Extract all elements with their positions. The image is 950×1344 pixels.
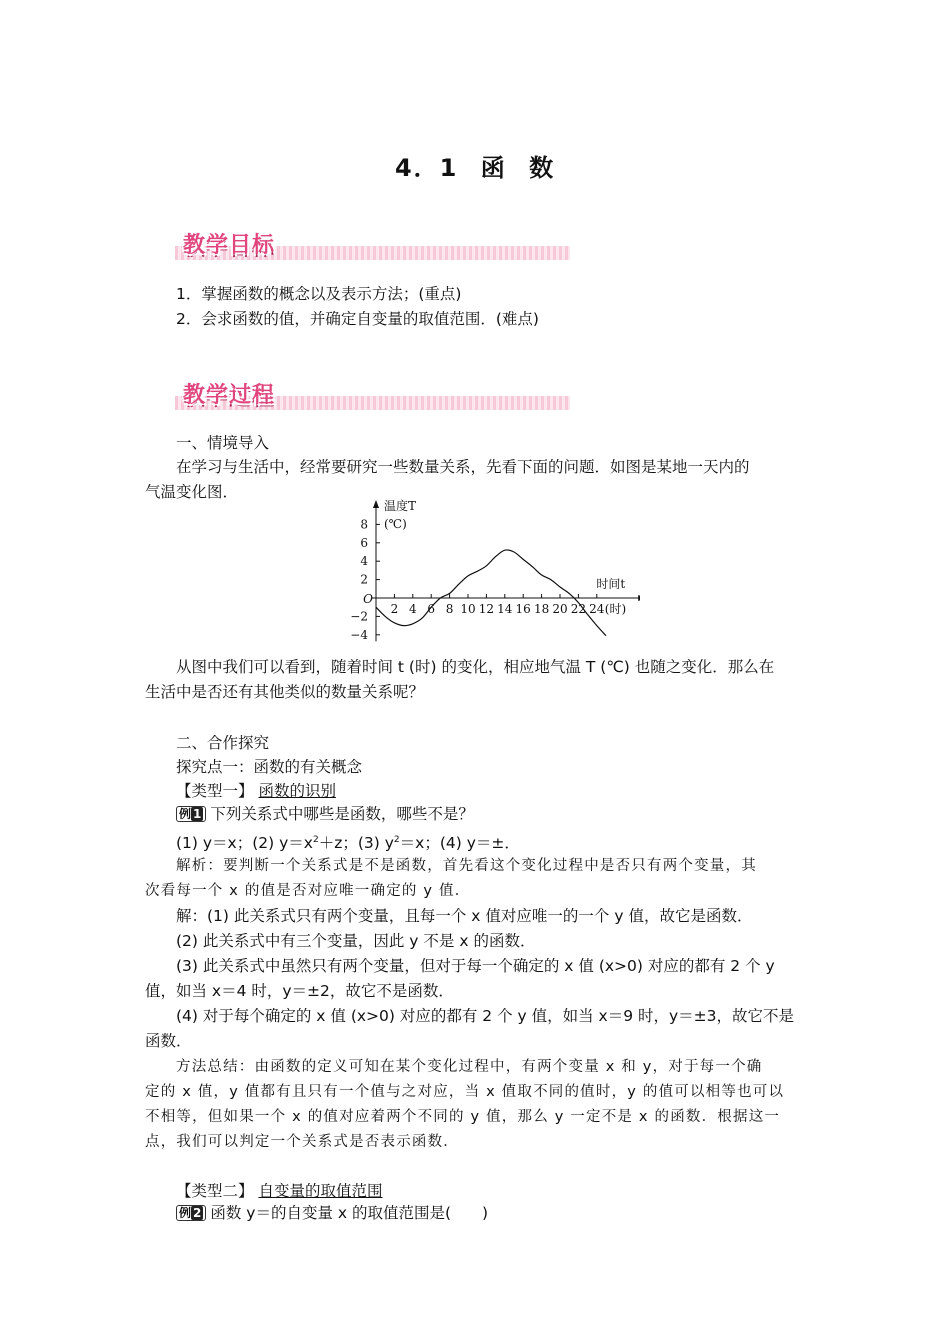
example-2-text: 函数 y＝的自变量 x 的取值范围是( ): [210, 1204, 489, 1222]
analysis-line-1: 解析：要判断一个关系式是不是函数，首先看这个变化过程中是否只有两个变量，其: [176, 858, 757, 874]
section-heading-intro: 一、情境导入: [176, 434, 270, 452]
example-badge-number: 2: [193, 1206, 202, 1220]
example-badge: [176, 1205, 206, 1221]
example-1-items: [176, 830, 841, 853]
solution-3-line-2: 值，如当 x＝4 时，y＝±2，故它不是函数．: [145, 982, 454, 1000]
item-part-b: ＋z；(3) y: [318, 834, 394, 853]
y-axis-label: 温度T: [384, 499, 417, 513]
example-2-question: [176, 1203, 841, 1223]
teaching-process-banner: [175, 378, 570, 414]
temperature-series-line: [376, 550, 606, 636]
title-number: 4．1: [394, 154, 459, 182]
teaching-goals-banner: [175, 228, 570, 264]
goal-item-2: 2．会求函数的值，并确定自变量的取值范围．(难点): [176, 310, 539, 328]
y-tick-label: −2: [350, 609, 368, 624]
x-tick-label: 16: [515, 602, 531, 616]
solution-4-line-1: (4) 对于每个确定的 x 值 (x>0) 对应的都有 2 个 y 值，如当 x＝9 时，y＝±3，故它不是: [176, 1007, 795, 1025]
superscript-2: 2: [312, 835, 319, 845]
x-tick-label: 8: [445, 602, 454, 616]
example-badge-label: 例: [179, 1206, 192, 1220]
solution-4-line-2: 函数．: [145, 1032, 192, 1050]
superscript-2: 2: [393, 835, 400, 845]
y-tick-label: 4: [360, 554, 368, 569]
example-1-question: [176, 804, 841, 824]
section-heading-explore: 二、合作探究: [176, 734, 270, 752]
y-axis-unit: (℃): [384, 517, 407, 531]
page-title: [0, 148, 950, 183]
banner-label: 教学过程: [183, 383, 276, 408]
x-tick-label: 2: [390, 602, 399, 616]
intro-paragraph-line-2: 气温变化图．: [145, 483, 239, 501]
title-char-1: 函: [480, 154, 507, 182]
x-tick-label: 22: [570, 602, 587, 616]
banner-label: 教学目标: [183, 233, 276, 258]
type-1-heading: [176, 781, 841, 801]
example-badge-number: 1: [193, 807, 202, 821]
y-tick-label: 8: [360, 517, 368, 532]
chart-root: [350, 498, 640, 642]
type-2-name: 自变量的取值范围: [258, 1182, 383, 1200]
x-tick-label: 6: [427, 602, 436, 616]
item-part-c: ＝x；(4) y＝±．: [399, 834, 520, 853]
origin-label: O: [363, 592, 373, 606]
temperature-chart: [340, 496, 640, 646]
method-summary-line-4: 点，我们可以判定一个关系式是否表示函数．: [145, 1134, 459, 1150]
x-axis-arrow: [638, 595, 640, 601]
example-badge-label: 例: [179, 807, 192, 821]
item-part-a: (1) y＝x；(2) y＝x: [176, 834, 313, 853]
example-badge: [176, 806, 206, 822]
x-tick-label: 20: [552, 602, 568, 616]
x-axis-label: 时间t: [596, 577, 626, 591]
x-tick-label: 18: [533, 602, 550, 616]
x-tick-label: 4: [408, 602, 417, 616]
type-1-name: 函数的识别: [258, 782, 336, 800]
solution-1: 解：(1) 此关系式只有两个变量，且每一个 x 值对应唯一的一个 y 值，故它是函数．: [176, 907, 753, 925]
type-2-heading: [176, 1181, 841, 1201]
analysis-line-2: 次看每一个 x 的值是否对应唯一确定的 y 值．: [145, 883, 471, 899]
type-2-tag: 【类型二】: [176, 1182, 254, 1200]
y-tick-label: −4: [350, 627, 368, 642]
observation-line-1: 从图中我们可以看到，随着时间 t (时) 的变化，相应地气温 T (℃) 也随之变化．那么在: [176, 658, 775, 676]
x-tick-label: 10: [460, 602, 476, 616]
x-tick-label: 24: [589, 602, 605, 616]
method-summary-line-3: 不相等，但如果一个 x 的值对应着两个不同的 y 值，那么 y 一定不是 x 的函数．根据这一: [145, 1109, 781, 1125]
type-1-tag: 【类型一】: [176, 782, 254, 800]
solution-3-line-1: (3) 此关系式中虽然只有两个变量，但对于每一个确定的 x 值 (x>0) 对应的都有 2 个 y: [176, 957, 775, 975]
y-axis-arrow: [373, 500, 379, 508]
goal-item-1: 1．掌握函数的概念以及表示方法；(重点): [176, 285, 462, 303]
y-tick-label: 6: [360, 535, 368, 550]
x-tick-label: 12: [478, 602, 495, 616]
intro-paragraph-line-1: 在学习与生活中，经常要研究一些数量关系，先看下面的问题．如图是某地一天内的: [176, 458, 750, 476]
method-summary-line-1: 方法总结：由函数的定义可知在某个变化过程中，有两个变量 x 和 y，对于每一个确: [176, 1059, 763, 1075]
method-summary-line-2: 定的 x 值，y 值都有且只有一个值与之对应，当 x 值取不同的值时，y 的值可以相等也可以: [145, 1084, 785, 1100]
observation-line-2: 生活中是否还有其他类似的数量关系呢？: [145, 683, 425, 701]
title-char-2: 数: [529, 154, 556, 182]
solution-2: (2) 此关系式中有三个变量，因此 y 不是 x 的函数．: [176, 932, 536, 950]
x-tick-label: 14: [497, 602, 513, 616]
explore-point-1: 探究点一：函数的有关概念: [176, 758, 363, 776]
x-axis-unit: (时): [604, 602, 627, 616]
y-tick-label: 2: [360, 572, 368, 587]
example-1-text: 下列关系式中哪些是函数，哪些不是？: [210, 805, 474, 823]
